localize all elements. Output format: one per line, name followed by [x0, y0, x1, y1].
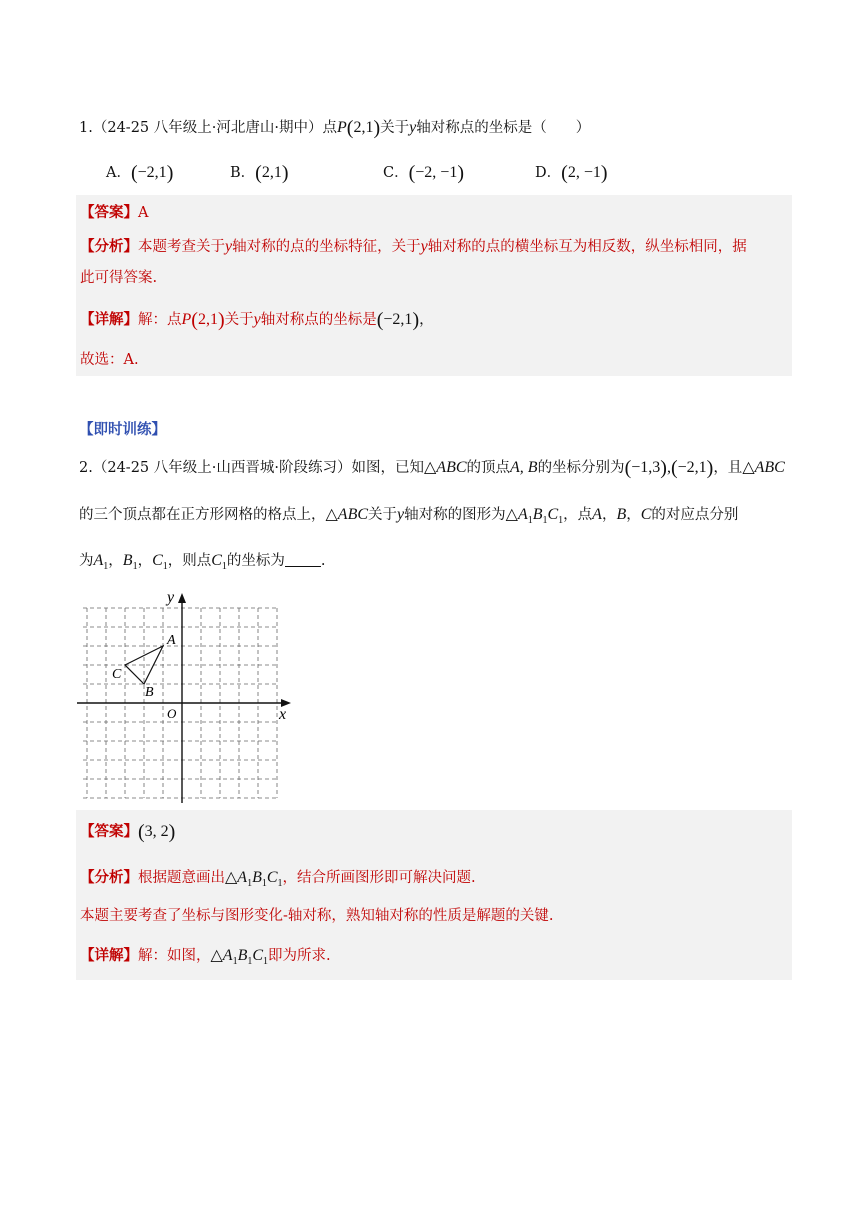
detail-tag: 【详解】	[80, 947, 138, 964]
q2-text: 如图，已知	[351, 460, 424, 476]
paren-close: )	[457, 162, 464, 184]
q1-choice: 故选：A.	[80, 352, 139, 368]
option-value: −2,1	[137, 164, 167, 181]
detail-text: 关于	[224, 312, 254, 328]
q2-text: 的对应点分别	[651, 507, 739, 523]
q1-option-b	[230, 161, 289, 185]
paren-close: )	[166, 162, 174, 184]
point-coords: 2,1	[197, 311, 218, 328]
q2-text: ，	[108, 553, 123, 569]
paren-close: )	[412, 309, 420, 331]
analysis-tag: 【分析】	[80, 238, 138, 255]
q2-text: ，则点	[167, 553, 212, 569]
q1-answer-line	[80, 203, 148, 223]
q2-text: ，	[137, 553, 153, 569]
q1-axis: y	[409, 119, 417, 136]
label-y: y	[167, 589, 175, 606]
triangle-a1b1c1: $\triangle A_1B_1C_1$	[505, 506, 564, 526]
comma: ,	[666, 459, 671, 476]
q2-text: 轴对称的图形为	[404, 507, 506, 523]
q2-text: 关于	[368, 507, 398, 523]
q2-text: ，点	[563, 507, 593, 523]
detail-text: 即为所求.	[268, 948, 331, 964]
analysis-text: 轴对称的点的横坐标互为相反数，纵坐标相同，据	[427, 239, 747, 255]
label-origin: O	[167, 706, 177, 721]
paren-close: )	[373, 117, 381, 139]
paren-open: (	[138, 821, 145, 843]
detail-end: ，	[419, 312, 434, 328]
q2-text: .	[320, 553, 326, 569]
paren-close: )	[217, 309, 225, 331]
result-coords: −2,1	[383, 311, 413, 328]
point-a1: $A_1$	[93, 552, 109, 572]
answer-tag: 【答案】	[80, 204, 138, 221]
q1-answer-box	[76, 195, 792, 376]
paren-open: (	[346, 117, 354, 139]
q2-text: 的坐标为	[226, 553, 285, 569]
q1-analysis-line2: 此可得答案.	[80, 270, 158, 286]
paren-close: )	[168, 821, 176, 843]
paren-open: (	[624, 457, 632, 479]
point-b: B	[616, 506, 627, 523]
paren-open: (	[255, 162, 262, 184]
q2-text: 的坐标分别为	[537, 460, 625, 476]
q2-line3	[79, 551, 326, 573]
y-axis-arrow-icon	[178, 593, 186, 603]
paren-open: (	[130, 162, 138, 184]
q2-line1	[79, 458, 785, 478]
q2-text: 的三个顶点都在正方形网格的格点上，	[79, 507, 326, 523]
option-letter: C．	[383, 165, 409, 181]
detail-tag: 【详解】	[80, 311, 138, 328]
analysis-tag: 【分析】	[80, 869, 138, 886]
q1-point-name: P	[336, 119, 347, 136]
option-value: 2, −1	[567, 164, 601, 181]
paren-close: )	[600, 162, 608, 184]
q1-detail-line	[80, 310, 434, 330]
q1-stem	[79, 118, 590, 138]
paren-open: (	[376, 309, 384, 331]
answer-value: 3, 2	[144, 823, 169, 840]
q2-analysis-line1	[80, 868, 476, 890]
detail-text: 轴对称点的坐标是	[260, 312, 377, 328]
q2-answer-line	[80, 822, 175, 842]
point-name: P	[181, 311, 192, 328]
q1-option-a	[106, 161, 173, 185]
option-letter: A．	[106, 165, 131, 181]
option-value: −2, −1	[415, 164, 458, 181]
label-x: x	[279, 706, 287, 723]
q2-answer-box	[76, 810, 792, 980]
q1-number: 1.	[79, 120, 93, 136]
triangle-abc: △ABC	[325, 506, 369, 523]
triangle-abc: △ABC	[742, 459, 785, 476]
triangle-a1b1c1: $\triangle A_1B_1C_1$	[210, 947, 269, 967]
paren-open: (	[670, 457, 678, 479]
q1-source: （24-25 八年级上·河北唐山·期中）	[92, 120, 323, 136]
option-letter: D．	[535, 165, 562, 181]
q1-post: 轴对称点的坐标是（ ）	[416, 120, 591, 136]
detail-text: 解：点	[138, 312, 182, 328]
q2-text: ，	[601, 507, 617, 523]
point-a: A	[592, 506, 602, 523]
analysis-text: 根据题意画出	[138, 870, 225, 886]
q2-line2	[79, 505, 738, 527]
section-title: 【即时训练】	[79, 421, 166, 438]
point-c1: $C_1$	[152, 552, 168, 572]
q2-text: ，	[626, 507, 641, 523]
label-c: C	[112, 667, 122, 682]
axis-symbol: y	[225, 238, 233, 255]
paren-close: )	[706, 457, 714, 479]
q2-number: 2.	[79, 460, 93, 476]
q1-option-d	[535, 161, 608, 185]
paren-open: (	[191, 309, 198, 331]
label-a: A	[167, 633, 176, 648]
paren-close: )	[660, 457, 667, 479]
option-value: 2,1	[261, 164, 282, 181]
coord-a: −1,3	[631, 459, 661, 476]
q2-analysis-line2: 本题主要考查了坐标与图形变化-轴对称，熟知轴对称的性质是解题的关键.	[80, 908, 554, 924]
q2-text: 为	[79, 553, 94, 569]
paren-open: (	[561, 162, 568, 184]
q2-text: 的顶点	[466, 460, 511, 476]
q2-source: （24-25 八年级上·山西晋城·阶段练习）	[92, 460, 352, 476]
paren-close: )	[281, 162, 289, 184]
q1-pre: 点	[322, 120, 337, 136]
label-b: B	[145, 685, 154, 700]
coord-b: −2,1	[677, 459, 707, 476]
triangle-abc: △ABC	[423, 459, 467, 476]
point-c: C	[640, 506, 652, 523]
axis-symbol: y	[253, 311, 261, 328]
analysis-text: 本题考查关于	[138, 239, 225, 255]
answer-value: A	[138, 205, 149, 221]
answer-tag: 【答案】	[80, 823, 138, 840]
analysis-text: ，结合所画图形即可解决问题.	[282, 870, 476, 886]
axis-symbol: y	[420, 238, 428, 255]
detail-text: 解：如图，	[138, 948, 211, 964]
paren-open: (	[408, 162, 416, 184]
option-letter: B．	[230, 165, 256, 181]
q2-text: ，且	[713, 460, 743, 476]
point-c1: $C_1$	[211, 552, 227, 572]
q1-analysis-line1	[80, 237, 747, 257]
axis-symbol: y	[397, 506, 405, 523]
vertices-ab: A, B	[510, 459, 538, 476]
q1-mid: 关于	[380, 120, 410, 136]
q2-detail-line	[80, 946, 331, 968]
coordinate-grid-figure	[75, 588, 300, 808]
analysis-text: 轴对称的点的坐标特征，关于	[232, 239, 421, 255]
q1-option-c	[383, 161, 464, 185]
answer-blank	[285, 552, 321, 567]
triangle-a1b1c1: $\triangle A_1B_1C_1$	[225, 869, 283, 889]
q1-point-coords: 2,1	[353, 119, 374, 136]
point-b1: $B_1$	[122, 552, 138, 572]
